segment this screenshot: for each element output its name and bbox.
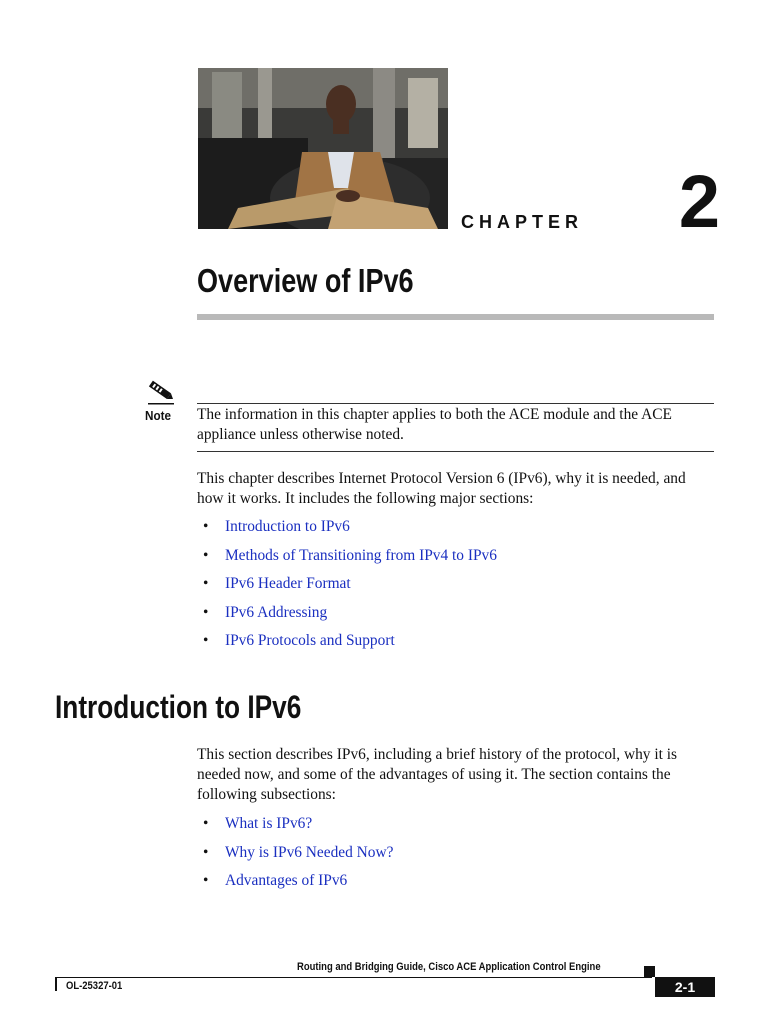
- link-why-is-ipv6-needed-now[interactable]: Why is IPv6 Needed Now?: [225, 843, 394, 861]
- link-ipv6-protocols-and-support[interactable]: IPv6 Protocols and Support: [225, 632, 395, 649]
- bullet: •: [203, 603, 209, 621]
- link-introduction-to-ipv6[interactable]: Introduction to IPv6: [225, 518, 350, 535]
- footer-marker: [644, 966, 655, 977]
- title-rule: [197, 314, 714, 320]
- bullet: •: [203, 872, 209, 889]
- bullet: •: [203, 843, 209, 861]
- chapter-number: 2: [678, 160, 720, 243]
- note-top-rule: [197, 403, 714, 404]
- section-paragraph: This section describes IPv6, including a brief history of the protocol, why it is needed now, and some of the advantages of using it. The section contains the following subsections:: [197, 746, 678, 803]
- footer-rule: [56, 977, 652, 978]
- bullet: •: [203, 815, 209, 832]
- link-what-is-ipv6[interactable]: What is IPv6?: [225, 815, 313, 832]
- link-ipv6-header-format[interactable]: IPv6 Header Format: [225, 575, 351, 592]
- pencil-icon: [146, 378, 176, 406]
- link-ipv6-addressing[interactable]: IPv6 Addressing: [225, 603, 328, 621]
- bullet: •: [203, 575, 209, 592]
- note-bottom-rule: [197, 451, 714, 452]
- footer-doc-number: OL-25327-01: [66, 980, 123, 992]
- bullet: •: [203, 632, 209, 649]
- section-heading: Introduction to IPv6: [55, 689, 302, 725]
- footer-book-title: Routing and Bridging Guide, Cisco ACE Application Control Engine: [297, 961, 601, 973]
- chapter-photo: [198, 68, 448, 229]
- link-advantages-of-ipv6[interactable]: Advantages of IPv6: [225, 872, 348, 889]
- bullet: •: [203, 518, 209, 535]
- chapter-label: CHAPTER: [461, 212, 584, 232]
- link-methods-of-transitioning[interactable]: Methods of Transitioning from IPv4 to IPv6: [225, 546, 497, 564]
- note-label: Note: [145, 408, 172, 423]
- bullet: •: [203, 546, 209, 564]
- page-title: Overview of IPv6: [197, 262, 414, 299]
- note-text: The information in this chapter applies to both the ACE module and the ACE appliance unless otherwise noted.: [197, 406, 672, 443]
- footer-page-number: 2-1: [655, 977, 715, 997]
- intro-paragraph: This chapter describes Internet Protocol Version 6 (IPv6), why it is needed, and how it works. It includes the following major sections:: [197, 470, 686, 507]
- footer-tick: [55, 977, 57, 991]
